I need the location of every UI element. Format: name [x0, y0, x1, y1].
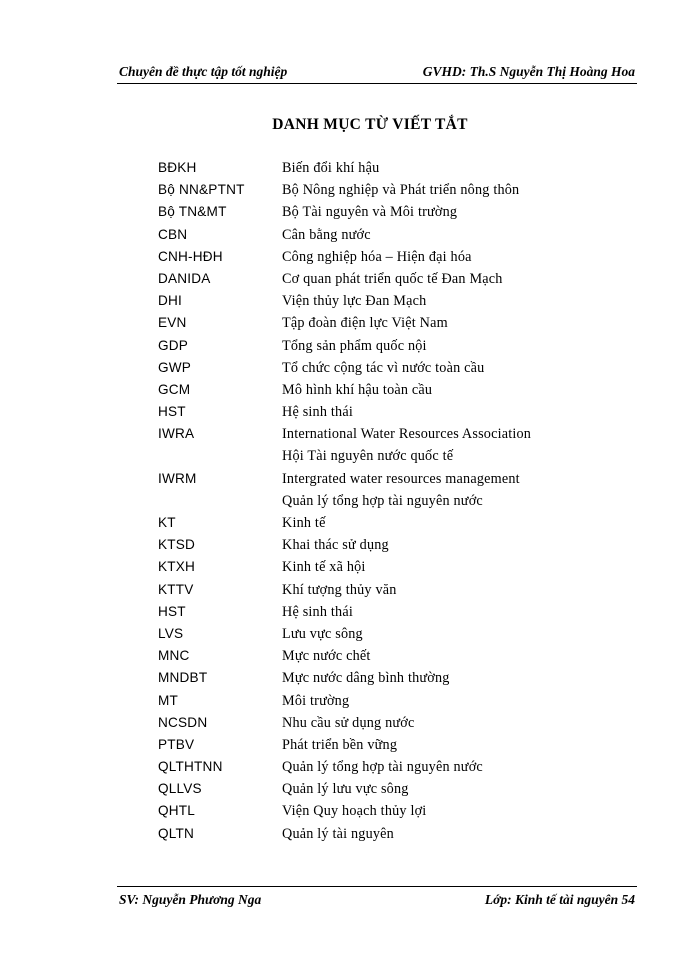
abbreviation-meaning: Tổ chức cộng tác vì nước toàn cầu [282, 359, 485, 376]
footer-student: SV: Nguyễn Phương Nga [119, 892, 262, 907]
page-title: DANH MỤC TỪ VIẾT TẮT [272, 116, 468, 133]
abbreviation-term: MNC [158, 648, 190, 664]
page-footer [117, 886, 637, 910]
abbreviation-row [158, 693, 618, 715]
abbreviation-meaning: Mực nước chết [282, 648, 371, 665]
abbreviation-term: QLTHTNN [158, 759, 223, 775]
abbreviation-term: LVS [158, 625, 184, 641]
header-document-type: Chuyên đề thực tập tốt nghiệp [119, 64, 288, 79]
abbreviation-meaning: Bộ Tài nguyên và Môi trường [282, 204, 458, 221]
abbreviation-term: BĐKH [158, 160, 197, 175]
abbreviation-meaning: Lưu vực sông [282, 625, 363, 642]
abbreviation-term: KT [158, 515, 176, 530]
abbreviation-row [158, 160, 618, 182]
abbreviation-meaning: International Water Resources Association [282, 426, 532, 443]
abbreviation-meaning: Hệ sinh thái [282, 603, 353, 620]
abbreviation-meaning: Quản lý lưu vực sông [282, 781, 409, 798]
abbreviation-row [158, 515, 618, 537]
abbreviation-row [158, 803, 618, 825]
abbreviation-meaning: Quản lý tài nguyên [282, 825, 394, 842]
abbreviation-row [158, 338, 618, 360]
abbreviation-term: PTBV [158, 736, 195, 752]
abbreviation-row [158, 271, 618, 293]
abbreviation-term: EVN [158, 315, 187, 331]
page-header [117, 64, 637, 84]
abbreviation-meaning: Khai thác sử dụng [282, 537, 389, 554]
abbreviation-term: HST [158, 404, 186, 420]
abbreviation-meaning: Nhu cầu sử dụng nước [282, 714, 415, 731]
abbreviation-meaning: Viện thủy lực Đan Mạch [282, 293, 427, 310]
abbreviation-row [158, 559, 618, 581]
abbreviation-meaning: Hệ sinh thái [282, 404, 353, 421]
abbreviation-meaning: Tổng sản phẩm quốc nội [282, 337, 427, 354]
abbreviation-row [158, 360, 618, 382]
abbreviation-meaning: Quản lý tổng hợp tài nguyên nước [282, 492, 483, 509]
abbreviation-meaning: Phát triển bền vững [282, 736, 398, 753]
abbreviation-row [158, 670, 618, 692]
abbreviation-row [158, 315, 618, 337]
abbreviation-term: Bộ TN&MT [158, 204, 227, 220]
abbreviation-row [158, 182, 618, 204]
abbreviation-term: IWRM [158, 470, 197, 486]
abbreviation-meaning: Bộ Nông nghiệp và Phát triển nông thôn [282, 182, 520, 199]
abbreviation-term: KTSD [158, 537, 196, 553]
abbreviation-meaning: Quản lý tổng hợp tài nguyên nước [282, 759, 483, 776]
abbreviation-meaning: Mô hình khí hậu toàn cầu [282, 381, 433, 398]
abbreviation-row [158, 471, 618, 493]
abbreviation-term: DANIDA [158, 270, 211, 286]
abbreviation-row [158, 826, 618, 848]
abbreviation-term: QLLVS [158, 781, 202, 797]
abbreviation-meaning: Viện Quy hoạch thủy lợi [282, 803, 427, 820]
abbreviation-term: KTXH [158, 559, 196, 575]
abbreviation-row [158, 448, 618, 470]
abbreviation-row [158, 626, 618, 648]
footer-class: Lớp: Kinh tế tài nguyên 54 [484, 892, 635, 907]
abbreviation-row [158, 426, 618, 448]
abbreviation-meaning: Intergrated water resources management [282, 470, 520, 487]
abbreviation-row [158, 293, 618, 315]
abbreviation-row [158, 227, 618, 249]
abbreviation-term: GWP [158, 359, 192, 375]
abbreviation-meaning: Cơ quan phát triển quốc tế Đan Mạch [282, 270, 503, 287]
abbreviation-term: NCSDN [158, 714, 208, 730]
abbreviation-meaning: Biến đổi khí hậu [282, 160, 380, 176]
abbreviation-row [158, 204, 618, 226]
abbreviation-meaning: Cân bằng nước [282, 226, 371, 243]
abbreviation-term: IWRA [158, 426, 195, 442]
abbreviation-term: CBN [158, 226, 188, 242]
abbreviation-meaning: Kinh tế [282, 515, 326, 531]
abbreviation-meaning: Kinh tế xã hội [282, 559, 366, 576]
abbreviation-row [158, 604, 618, 626]
abbreviation-row [158, 737, 618, 759]
abbreviation-term: MNDBT [158, 670, 208, 686]
abbreviation-term: CNH-HĐH [158, 248, 223, 264]
abbreviation-term: GCM [158, 381, 191, 397]
abbreviation-term: DHI [158, 293, 183, 309]
abbreviation-row [158, 493, 618, 515]
abbreviation-row [158, 759, 618, 781]
abbreviation-row [158, 249, 618, 271]
abbreviation-meaning: Tập đoàn điện lực Việt Nam [282, 315, 448, 332]
abbreviation-list [158, 160, 618, 848]
abbreviation-term: QHTL [158, 803, 196, 819]
abbreviation-meaning: Môi trường [282, 692, 350, 709]
abbreviation-row [158, 781, 618, 803]
header-supervisor: GVHD: Th.S Nguyễn Thị Hoàng Hoa [422, 64, 635, 79]
abbreviation-term: Bộ NN&PTNT [158, 182, 245, 198]
abbreviation-meaning: Công nghiệp hóa – Hiện đại hóa [282, 248, 472, 265]
abbreviation-term: HST [158, 603, 186, 619]
abbreviation-term: MT [158, 692, 179, 708]
abbreviation-row [158, 582, 618, 604]
abbreviation-term: QLTN [158, 825, 195, 841]
abbreviation-row [158, 382, 618, 404]
abbreviation-row [158, 715, 618, 737]
abbreviation-term: GDP [158, 337, 189, 353]
abbreviation-row [158, 537, 618, 559]
abbreviation-row [158, 648, 618, 670]
abbreviation-meaning: Hội Tài nguyên nước quốc tế [282, 448, 454, 465]
abbreviation-row [158, 404, 618, 426]
abbreviation-term: KTTV [158, 581, 194, 597]
abbreviation-meaning: Khí tượng thủy văn [282, 581, 397, 598]
abbreviation-meaning: Mực nước dâng bình thường [282, 670, 450, 687]
